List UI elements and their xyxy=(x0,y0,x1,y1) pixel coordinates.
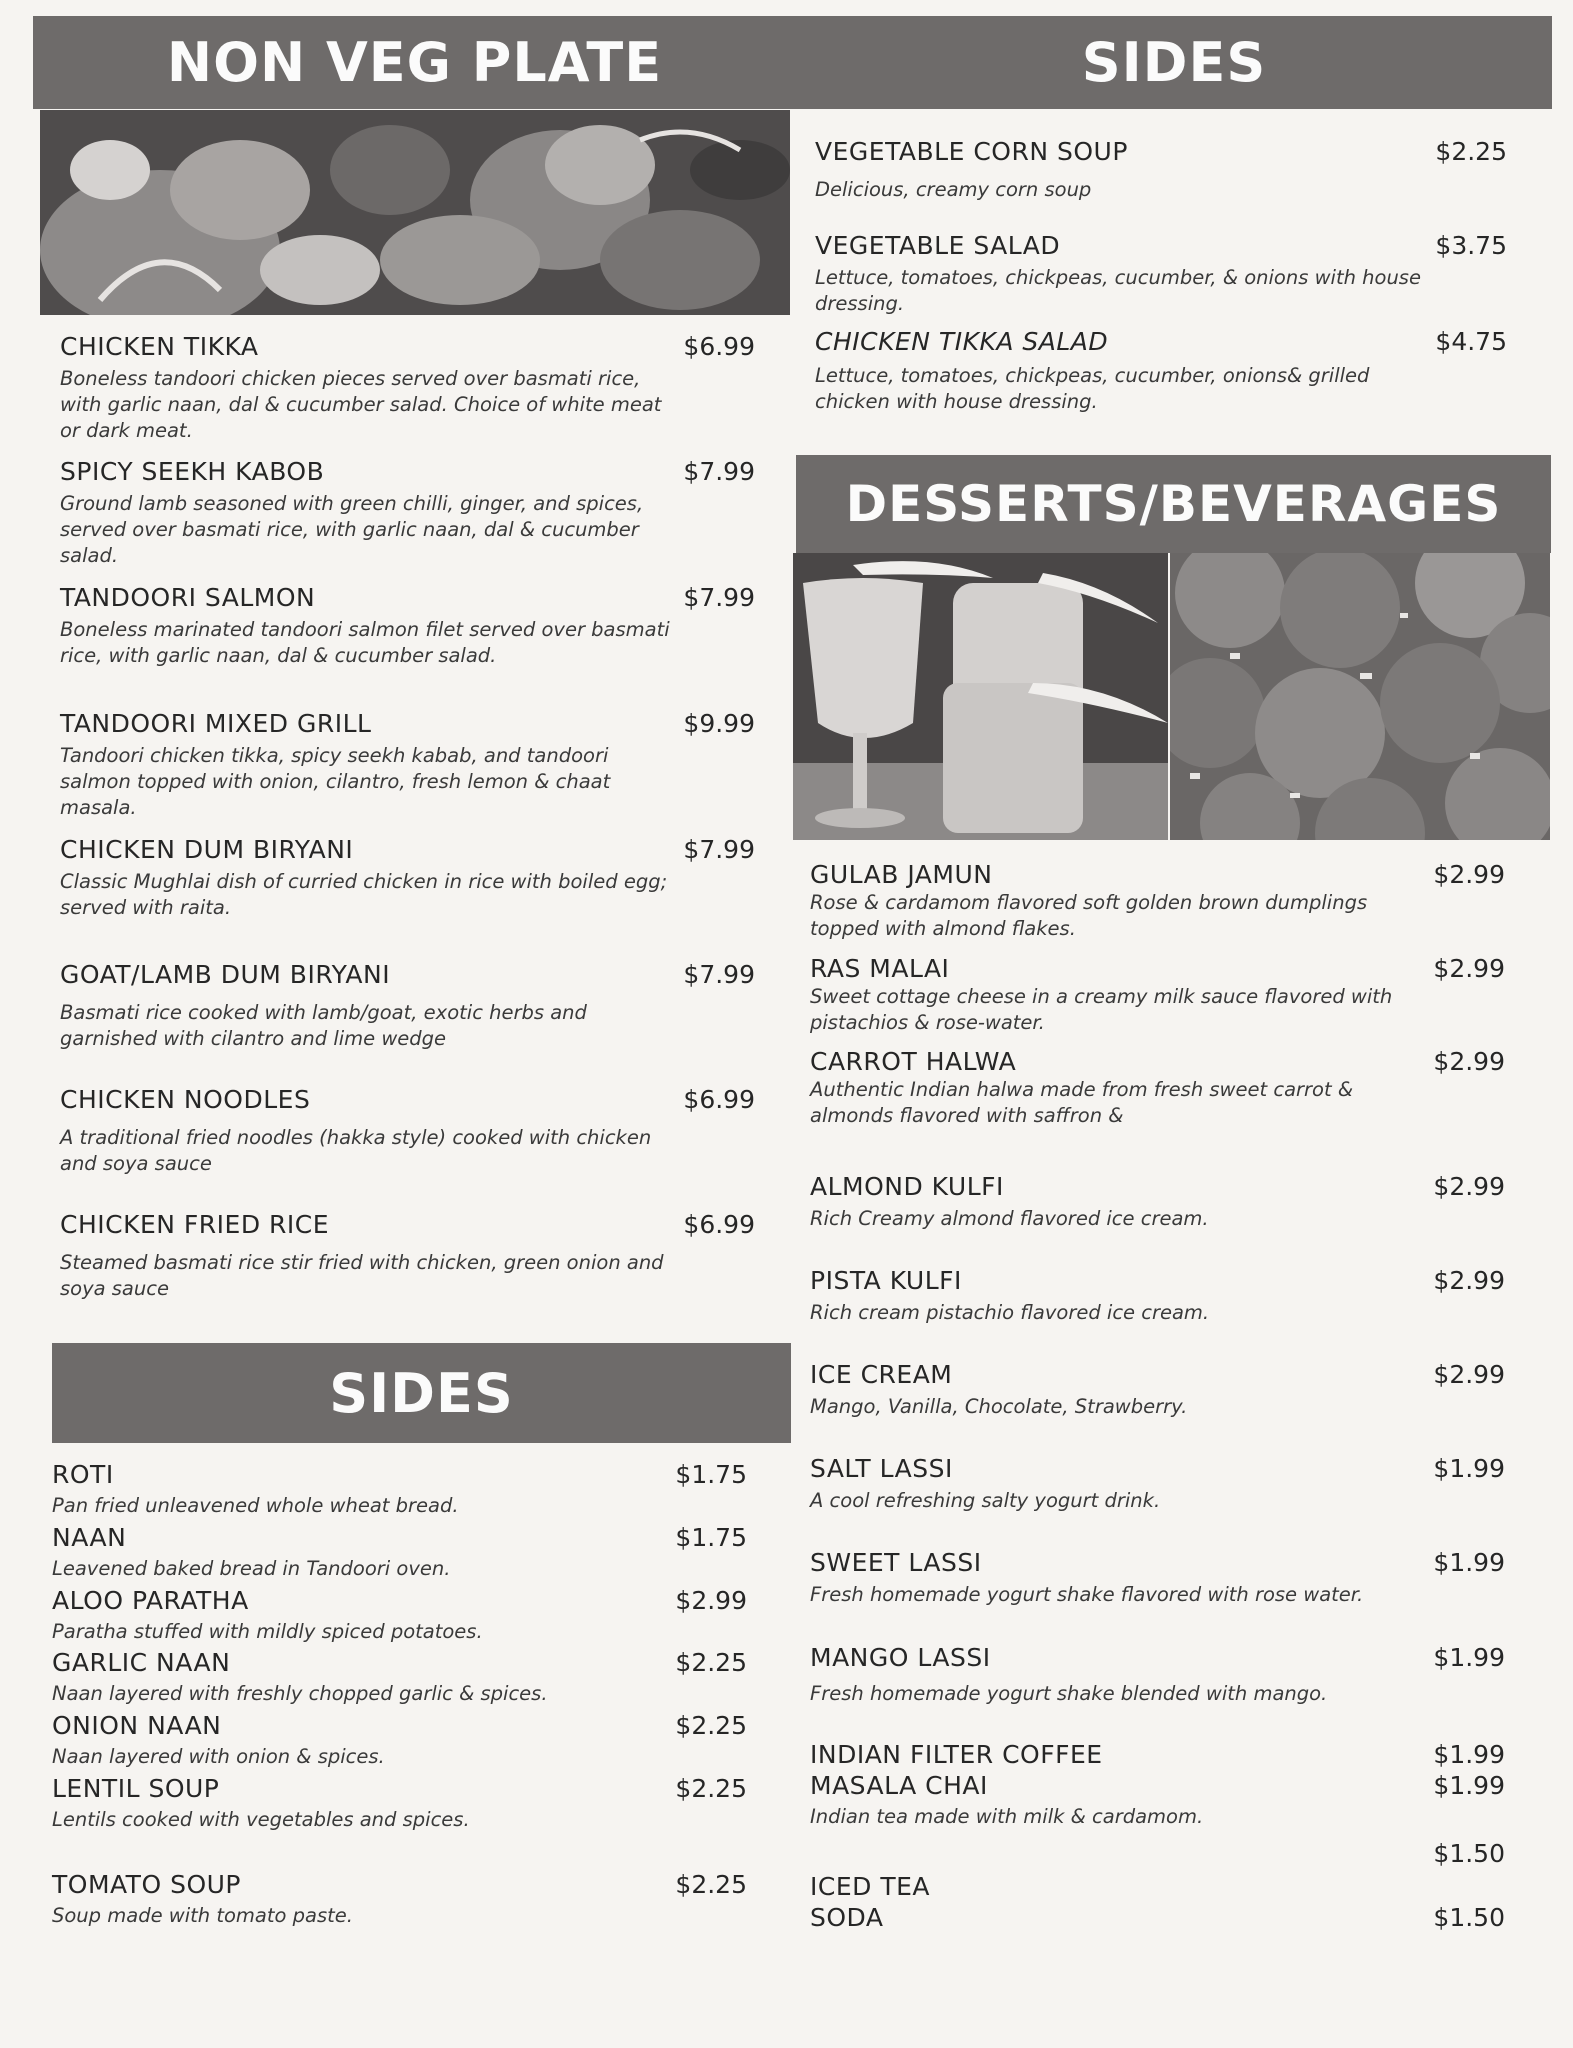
item-price: $2.25 xyxy=(675,1711,747,1740)
item-name: ALMOND KULFI xyxy=(810,1172,1004,1201)
item-price: $2.99 xyxy=(1433,1047,1505,1076)
item-price: $2.99 xyxy=(1433,1172,1505,1201)
item-price: $2.99 xyxy=(1433,860,1505,889)
item-desc: Pan fried unleavened whole wheat bread. xyxy=(52,1494,459,1517)
item-name: TOMATO SOUP xyxy=(52,1870,241,1899)
item-name: ALOO PARATHA xyxy=(52,1586,249,1615)
nonveg-title: NON VEG PLATE xyxy=(166,31,663,94)
item-name: SALT LASSI xyxy=(810,1454,953,1483)
item-desc: Steamed basmati rice stir fried with chicken, green onion and soya sauce xyxy=(60,1251,664,1300)
item-name: ICED TEA xyxy=(810,1872,930,1901)
sides-right-title: SIDES xyxy=(1081,31,1267,94)
item-price: $1.75 xyxy=(675,1460,747,1489)
item-desc: Rich cream pistachio flavored ice cream. xyxy=(810,1301,1210,1324)
sides-right-list xyxy=(815,137,1507,427)
item-desc: Lettuce, tomatoes, chickpeas, cucumber, onions& grilled chicken with house dressing. xyxy=(815,364,1370,413)
nonveg-list xyxy=(60,332,755,1302)
item-price: $1.99 xyxy=(1433,1548,1505,1577)
item-price: $6.99 xyxy=(683,332,755,361)
sides-left-list xyxy=(52,1460,747,1940)
item-desc: Classic Mughlai dish of curried chicken in rice with boiled egg; served with raita. xyxy=(60,870,668,919)
item-price: $1.50 xyxy=(1433,1839,1505,1868)
item-price: $3.75 xyxy=(1435,231,1507,260)
item-price: $1.75 xyxy=(675,1523,747,1552)
item-name: INDIAN FILTER COFFEE xyxy=(810,1740,1103,1769)
lassi-glasses-photo xyxy=(793,553,1168,840)
item-desc: Sweet cottage cheese in a creamy milk sauce flavored with pistachios & rose-water. xyxy=(810,985,1393,1034)
item-desc: Lettuce, tomatoes, chickpeas, cucumber, & onions with house dressing. xyxy=(815,266,1421,315)
item-name: TANDOORI MIXED GRILL xyxy=(60,709,372,738)
nonveg-banner xyxy=(33,16,796,109)
item-desc: Rich Creamy almond flavored ice cream. xyxy=(810,1207,1209,1230)
item-desc: Authentic Indian halwa made from fresh sweet carrot & almonds flavored with saffron & xyxy=(810,1078,1354,1127)
item-price: $1.50 xyxy=(1433,1903,1505,1932)
item-name: VEGETABLE SALAD xyxy=(815,231,1061,260)
item-price: $2.25 xyxy=(675,1774,747,1803)
item-name: CHICKEN FRIED RICE xyxy=(60,1210,330,1239)
item-name: ROTI xyxy=(52,1460,114,1489)
item-desc: A cool refreshing salty yogurt drink. xyxy=(810,1489,1161,1512)
sides-left-title: SIDES xyxy=(329,1361,514,1425)
item-price: $2.99 xyxy=(675,1586,747,1615)
item-name: NAAN xyxy=(52,1523,127,1552)
item-price: $7.99 xyxy=(683,583,755,612)
item-price: $2.25 xyxy=(675,1870,747,1899)
item-desc: Lentils cooked with vegetables and spices. xyxy=(52,1808,470,1831)
item-price: $1.99 xyxy=(1433,1771,1505,1800)
item-name: ICE CREAM xyxy=(810,1360,953,1389)
item-desc: Leavened baked bread in Tandoori oven. xyxy=(52,1557,451,1580)
item-price: $2.25 xyxy=(1435,137,1507,166)
item-name: GARLIC NAAN xyxy=(52,1648,231,1677)
item-desc: Tandoori chicken tikka, spicy seekh kabab, and tandoori salmon topped with onion, cilantro, fresh lemon & chaat masala. xyxy=(60,744,611,819)
item-name: TANDOORI SALMON xyxy=(60,583,316,612)
item-price: $6.99 xyxy=(683,1210,755,1239)
desserts-banner xyxy=(796,455,1551,553)
item-desc: Mango, Vanilla, Chocolate, Strawberry. xyxy=(810,1395,1188,1418)
item-price: $1.99 xyxy=(1433,1643,1505,1672)
item-name: CHICKEN TIKKA xyxy=(60,332,259,361)
item-price: $2.25 xyxy=(675,1648,747,1677)
item-price: $2.99 xyxy=(1433,1360,1505,1389)
gulab-jamun-photo xyxy=(1170,553,1550,840)
item-name: CARROT HALWA xyxy=(810,1047,1017,1076)
item-desc: Boneless marinated tandoori salmon filet served over basmati rice, with garlic naan, dal & cucumber salad. xyxy=(60,618,670,667)
item-name: VEGETABLE CORN SOUP xyxy=(815,137,1128,166)
item-desc: Rose & cardamom flavored soft golden brown dumplings topped with almond flakes. xyxy=(810,891,1368,940)
item-desc: Soup made with tomato paste. xyxy=(52,1904,353,1927)
item-name: CHICKEN TIKKA SALAD xyxy=(815,327,1109,356)
item-desc: Delicious, creamy corn soup xyxy=(815,178,1092,201)
item-name: PISTA KULFI xyxy=(810,1266,962,1295)
item-desc: Fresh homemade yogurt shake flavored with rose water. xyxy=(810,1583,1364,1606)
desserts-title: DESSERTS/BEVERAGES xyxy=(845,475,1502,533)
item-name: RAS MALAI xyxy=(810,954,950,983)
item-desc: Naan layered with freshly chopped garlic & spices. xyxy=(52,1682,548,1705)
desserts-list xyxy=(810,860,1505,1940)
item-name: SODA xyxy=(810,1903,884,1932)
item-desc: Basmati rice cooked with lamb/goat, exotic herbs and garnished with cilantro and lime wedge xyxy=(60,1001,587,1050)
item-desc: Boneless tandoori chicken pieces served over basmati rice, with garlic naan, dal & cucumber salad. Choice of white meat or dark meat. xyxy=(60,367,662,442)
item-name: LENTIL SOUP xyxy=(52,1774,220,1803)
item-price: $4.75 xyxy=(1435,327,1507,356)
grilled-platter-photo xyxy=(40,110,790,315)
item-name: CHICKEN NOODLES xyxy=(60,1085,311,1114)
item-desc: Fresh homemade yogurt shake blended with mango. xyxy=(810,1682,1328,1705)
item-price: $7.99 xyxy=(683,960,755,989)
item-price: $6.99 xyxy=(683,1085,755,1114)
item-price: $1.99 xyxy=(1433,1740,1505,1769)
item-price: $1.99 xyxy=(1433,1454,1505,1483)
item-desc: Ground lamb seasoned with green chilli, ginger, and spices, served over basmati rice, with garlic naan, dal & cucumber salad. xyxy=(60,492,644,567)
item-name: ONION NAAN xyxy=(52,1711,222,1740)
sides-left-banner xyxy=(52,1343,791,1443)
item-name: MANGO LASSI xyxy=(810,1643,991,1672)
item-desc: A traditional fried noodles (hakka style) cooked with chicken and soya sauce xyxy=(60,1126,652,1175)
item-desc: Indian tea made with milk & cardamom. xyxy=(810,1805,1204,1828)
item-price: $2.99 xyxy=(1433,1266,1505,1295)
item-name: MASALA CHAI xyxy=(810,1771,988,1800)
item-name: GOAT/LAMB DUM BIRYANI xyxy=(60,960,391,989)
item-name: CHICKEN DUM BIRYANI xyxy=(60,835,354,864)
item-desc: Paratha stuffed with mildly spiced potatoes. xyxy=(52,1620,483,1643)
item-price: $9.99 xyxy=(683,709,755,738)
item-desc: Naan layered with onion & spices. xyxy=(52,1745,385,1768)
item-name: GULAB JAMUN xyxy=(810,860,993,889)
item-name: SWEET LASSI xyxy=(810,1548,982,1577)
sides-right-banner xyxy=(796,16,1552,109)
item-price: $7.99 xyxy=(683,457,755,486)
item-price: $2.99 xyxy=(1433,954,1505,983)
item-name: SPICY SEEKH KABOB xyxy=(60,457,325,486)
item-price: $7.99 xyxy=(683,835,755,864)
